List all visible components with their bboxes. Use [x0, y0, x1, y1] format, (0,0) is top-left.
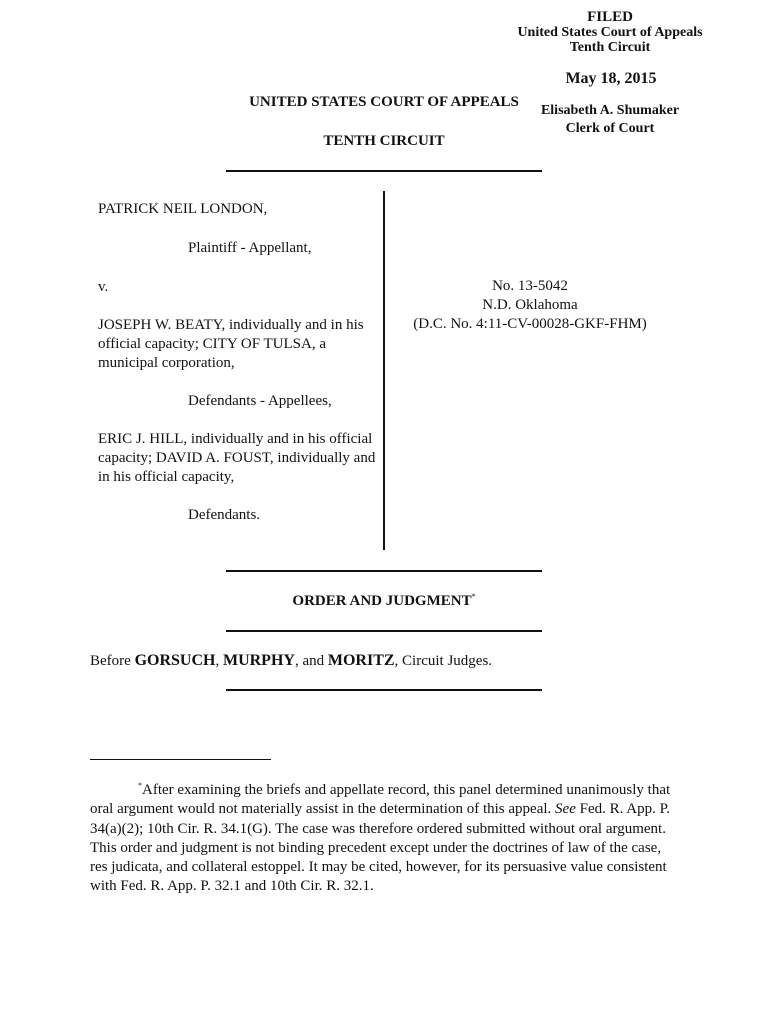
- case-number: No. 13-5042: [492, 278, 568, 294]
- order-title: [226, 592, 542, 610]
- case-caption-parties: [98, 200, 378, 525]
- heading-rule: [226, 170, 542, 172]
- panel-rule: [226, 689, 542, 691]
- appellees-role: Defendants - Appellees,: [188, 393, 332, 409]
- footnote-marker: *: [138, 781, 142, 790]
- judge-murphy: MURPHY: [222, 652, 295, 669]
- district: N.D. Oklahoma: [482, 297, 578, 313]
- separator-2: , and: [294, 653, 325, 669]
- defendants-names: ERIC J. HILL, individually and in his official capacity; DAVID A. FOUST, individually and in his official capacity,: [98, 431, 376, 485]
- stamp-circuit: Tenth Circuit: [569, 40, 651, 55]
- order-title-text: ORDER AND JUDGMENT: [292, 593, 472, 609]
- judge-gorsuch: GORSUCH: [134, 652, 216, 669]
- circuit-heading: TENTH CIRCUIT: [323, 133, 445, 149]
- clerk-name: Elisabeth A. Shumaker: [540, 103, 680, 118]
- before-prefix: Before: [90, 653, 131, 669]
- before-suffix: , Circuit Judges.: [394, 653, 493, 669]
- stamp-court: United States Court of Appeals: [517, 25, 703, 40]
- clerk-block: [527, 102, 693, 138]
- separator-1: ,: [215, 653, 220, 669]
- clerk-title: Clerk of Court: [565, 121, 655, 136]
- appellees-names: JOSEPH W. BEATY, individually and in his official capacity; CITY OF TULSA, a municipal corporation,: [98, 317, 364, 371]
- filed-label: FILED: [587, 9, 633, 25]
- versus: v.: [98, 279, 109, 295]
- plaintiff-name: PATRICK NEIL LONDON,: [98, 201, 268, 217]
- footnote-separator: [90, 759, 271, 760]
- footnote-text-a: After examining the briefs and appellate record, this panel determined unanimously that oral argument would not materially assist in the determination of this appeal.: [90, 782, 671, 818]
- dc-number: (D.C. No. 4:11-CV-00028-GKF-FHM): [413, 316, 647, 332]
- order-bottom-rule: [226, 630, 542, 632]
- footnote-text-b: Fed. R. App. P. 34(a)(2); 10th Cir. R. 34.1(G). The case was therefore ordered submitted without oral argument. This order and judgment is not binding precedent except under the doctrines of law of the case, res judicata, and collateral estoppel. It may be cited, however, for its persuasive value consistent with Fed. R. App. P. 32.1 and 10th Cir. R. 32.1.: [90, 801, 671, 895]
- order-footnote-marker: *: [471, 592, 476, 601]
- footnote: [90, 776, 680, 897]
- defendants-role: Defendants.: [188, 507, 261, 523]
- court-heading: UNITED STATES COURT OF APPEALS: [249, 94, 519, 110]
- case-numbers: [392, 277, 668, 334]
- filed-stamp: [500, 9, 720, 55]
- filed-date: May 18, 2015: [565, 70, 657, 87]
- plaintiff-role: Plaintiff - Appellant,: [188, 240, 312, 256]
- order-top-rule: [226, 570, 542, 572]
- panel-line: [90, 652, 560, 670]
- footnote-see: See: [555, 801, 576, 818]
- caption-divider: [383, 191, 385, 550]
- judge-moritz: MORITZ: [327, 652, 395, 669]
